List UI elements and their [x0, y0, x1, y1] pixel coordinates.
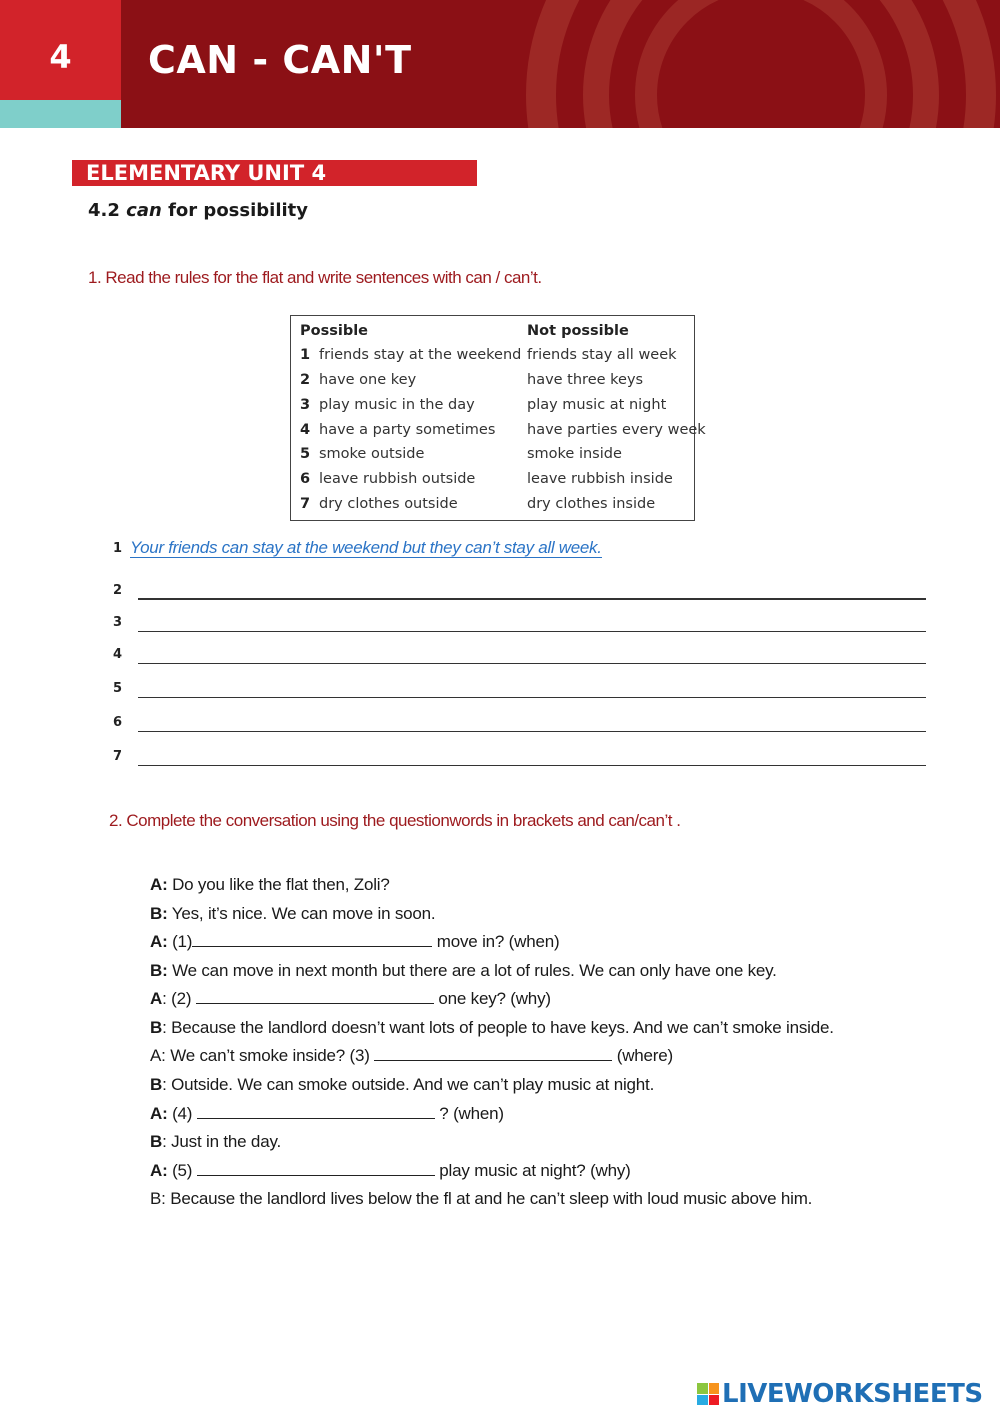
line-text: : Just in the day. — [162, 1132, 282, 1151]
answer-row — [113, 678, 926, 698]
answer-row — [113, 712, 926, 732]
line-text-after: move in? (when) — [432, 932, 560, 951]
answer-input-6[interactable] — [138, 714, 926, 732]
conversation-line — [150, 1189, 812, 1209]
rules-row-possible: play music in the day — [319, 397, 475, 413]
speaker-label: B — [150, 1132, 163, 1151]
gap-input-1[interactable] — [192, 932, 432, 947]
answer-row — [113, 580, 926, 600]
answer-input-2[interactable] — [138, 582, 926, 600]
answer-row — [113, 644, 926, 664]
line-text: Yes, it’s nice. We can move in soon. — [167, 904, 436, 923]
speaker-label: B: — [150, 1189, 166, 1208]
rules-header-not-possible: Not possible — [527, 323, 629, 339]
rules-row-not-possible: smoke inside — [527, 446, 622, 462]
conversation-line — [150, 989, 551, 1009]
line-text: We can move in next month but there are a lot of rules. We can only have one key. — [167, 961, 777, 980]
conversation-line — [150, 1104, 504, 1124]
rules-row-not-possible: have three keys — [527, 372, 644, 388]
answer-number: 5 — [113, 681, 123, 696]
speaker-label: B: — [150, 904, 168, 923]
liveworksheets-logo[interactable] — [697, 1378, 983, 1410]
conversation-line — [150, 1161, 631, 1181]
rules-row — [291, 422, 706, 447]
conversation-line — [150, 875, 390, 895]
speaker-label: A: — [150, 1104, 168, 1123]
rules-row-number: 1 — [300, 347, 311, 363]
speaker-label: B: — [150, 961, 168, 980]
rules-row-number: 2 — [300, 372, 311, 388]
gap-input-4[interactable] — [197, 1104, 435, 1119]
rules-row-number: 3 — [300, 397, 311, 413]
rules-header-possible: Possible — [300, 323, 369, 339]
rules-row — [291, 446, 694, 471]
example-answer-text: Your friends can stay at the weekend but they can’t stay all week. — [130, 538, 602, 557]
section-subheading — [88, 200, 308, 221]
conversation-line — [150, 961, 777, 981]
rules-row-possible: dry clothes outside — [319, 496, 458, 512]
speaker-label: A — [150, 989, 163, 1008]
exercise-1-instruction: 1. Read the rules for the flat and write sentences with can / can’t. — [88, 268, 542, 287]
rules-row — [291, 372, 694, 397]
page-title: CAN - CAN'T — [148, 38, 412, 82]
rules-row-not-possible: leave rubbish inside — [527, 471, 673, 487]
rules-row-possible: have a party sometimes — [319, 422, 496, 438]
rules-row-not-possible: play music at night — [527, 397, 667, 413]
rules-row-possible: leave rubbish outside — [319, 471, 476, 487]
rules-row-possible: have one key — [319, 372, 417, 388]
line-text-after: one key? (why) — [433, 989, 551, 1008]
gap-input-2[interactable] — [196, 989, 434, 1004]
line-text: : Because the landlord doesn’t want lots of people to have keys. And we can’t smoke inside. — [162, 1018, 834, 1037]
rules-row — [291, 471, 694, 496]
rules-row-number: 4 — [300, 422, 311, 438]
answer-input-5[interactable] — [138, 680, 926, 698]
conversation-line — [150, 1046, 673, 1066]
header-teal-strip — [0, 100, 121, 128]
rules-row-number: 7 — [300, 496, 311, 512]
conversation-line — [150, 1018, 834, 1038]
line-text: : (2) — [162, 989, 196, 1008]
rules-row-not-possible: have parties every week — [527, 422, 706, 438]
answer-number: 7 — [113, 749, 123, 764]
rules-row-not-possible: friends stay all week — [527, 347, 677, 363]
subheading-number: 4.2 — [88, 200, 120, 221]
gap-input-5[interactable] — [197, 1161, 435, 1176]
speaker-label: B — [150, 1075, 163, 1094]
rules-row-possible: friends stay at the weekend — [319, 347, 522, 363]
line-text: Do you like the flat then, Zoli? — [167, 875, 390, 894]
rules-row — [291, 347, 694, 372]
conversation-line — [150, 1132, 281, 1152]
line-text: (1) — [167, 932, 193, 951]
speaker-label: A: — [150, 932, 168, 951]
line-text: (4) — [167, 1104, 197, 1123]
answer-row — [113, 612, 926, 632]
line-text: : Outside. We can smoke outside. And we can’t play music at night. — [162, 1075, 655, 1094]
line-text-after: play music at night? (why) — [434, 1161, 631, 1180]
answer-input-4[interactable] — [138, 646, 926, 664]
answer-number: 3 — [113, 615, 123, 630]
unit-number: 4 — [49, 38, 72, 76]
example-answer-line — [113, 538, 602, 558]
conversation-line — [150, 1075, 654, 1095]
liveworksheets-logo-icon — [697, 1383, 719, 1405]
answer-number: 2 — [113, 583, 123, 598]
line-text: We can’t smoke inside? (3) — [165, 1046, 375, 1065]
logo-text: LIVEWORKSHEETS — [722, 1379, 983, 1409]
rules-row-not-possible: dry clothes inside — [527, 496, 656, 512]
answer-number: 1 — [113, 541, 123, 556]
line-text-after: (where) — [612, 1046, 673, 1065]
speaker-label: A: — [150, 875, 168, 894]
exercise-2-instruction: 2. Complete the conversation using the questionwords in brackets and can/can’t . — [109, 811, 681, 830]
line-text: Because the landlord lives below the fl at and he can’t sleep with loud music above him. — [165, 1189, 813, 1208]
speaker-label: B — [150, 1018, 163, 1037]
unit-banner: ELEMENTARY UNIT 4 — [72, 160, 477, 186]
conversation-line — [150, 932, 559, 952]
rules-row-number: 6 — [300, 471, 311, 487]
answer-row — [113, 746, 926, 766]
rules-row-number: 5 — [300, 446, 311, 462]
line-text-after: ? (when) — [434, 1104, 504, 1123]
answer-input-3[interactable] — [138, 614, 926, 632]
rules-row-possible: smoke outside — [319, 446, 425, 462]
line-text: (5) — [167, 1161, 197, 1180]
subheading-keyword: can — [126, 200, 162, 221]
speaker-label: A: — [150, 1161, 168, 1180]
gap-input-3[interactable] — [374, 1046, 612, 1061]
speaker-label: A: — [150, 1046, 166, 1065]
answer-number: 4 — [113, 647, 123, 662]
rules-table — [290, 315, 706, 521]
conversation-line — [150, 904, 435, 924]
rules-row — [291, 496, 694, 521]
answer-input-7[interactable] — [138, 748, 926, 766]
answer-number: 6 — [113, 715, 123, 730]
subheading-rest: for possibility — [168, 200, 309, 221]
rules-row — [291, 397, 694, 422]
